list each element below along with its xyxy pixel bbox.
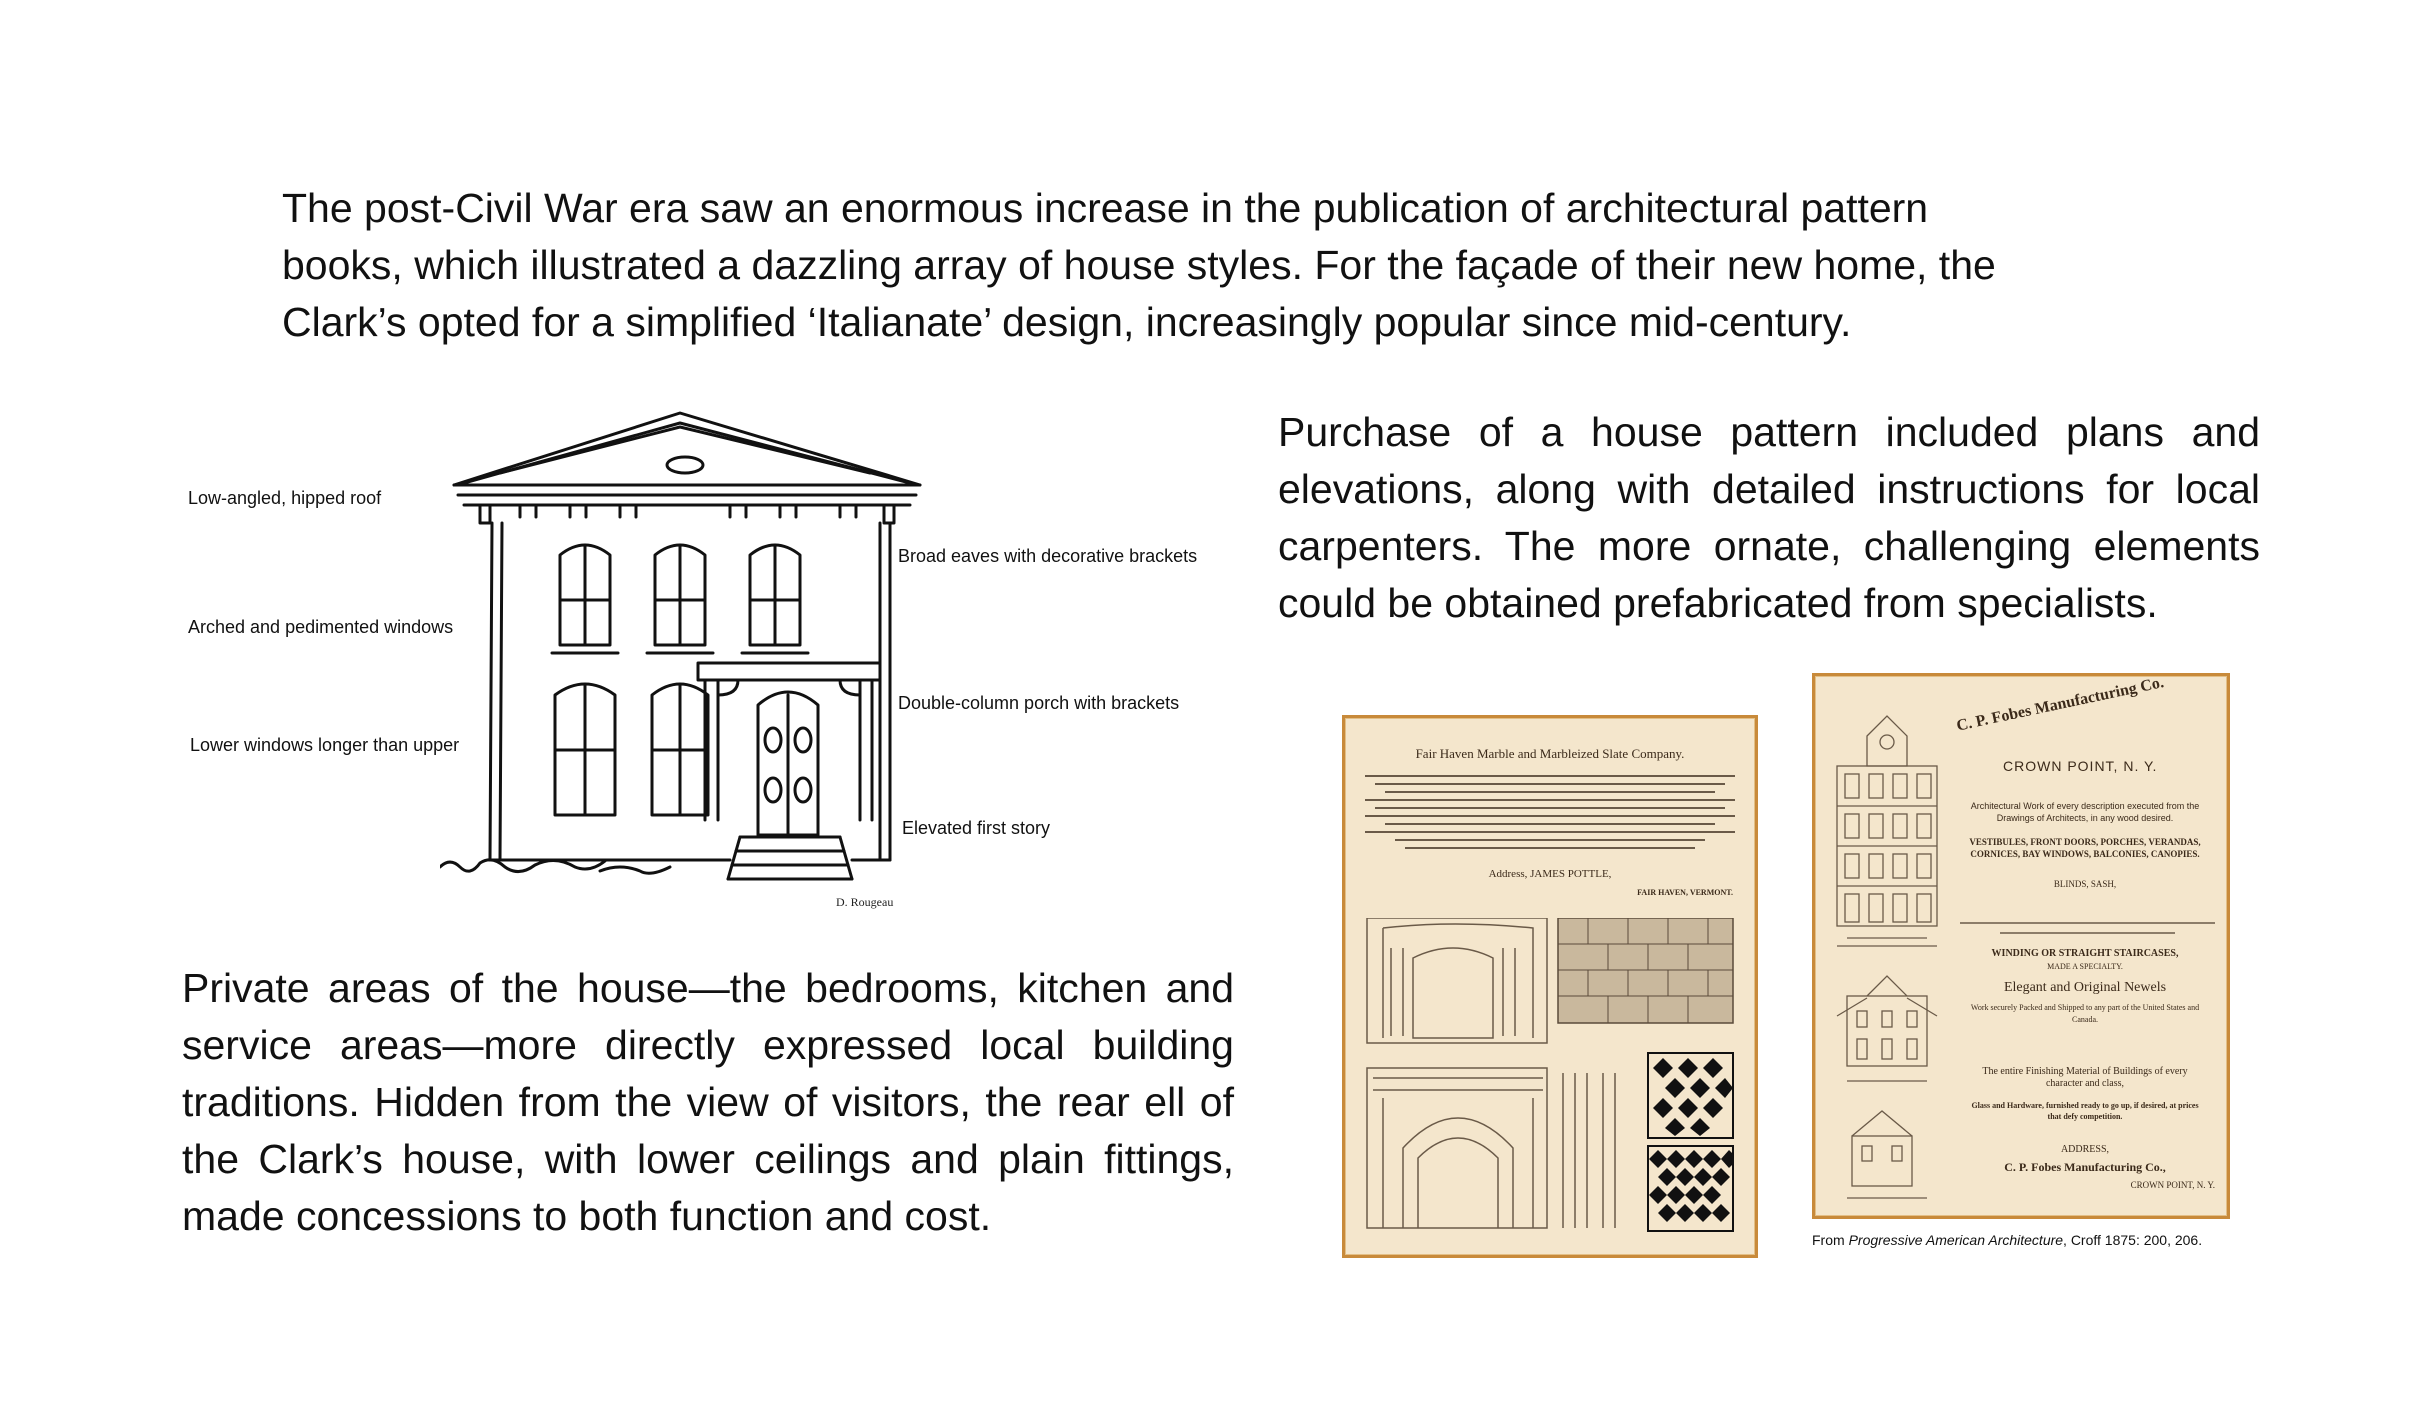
- fobes-address-label: ADDRESS,: [2060, 1144, 2110, 1155]
- label-eaves: Broad eaves with decorative brackets: [898, 546, 1198, 566]
- italianate-house-drawing: [440, 405, 930, 905]
- fair-haven-plate: [1342, 715, 1758, 1258]
- fobes-building-engravings: [1827, 706, 1947, 1206]
- intro-paragraph: The post-Civil War era saw an enormous increase in the publication of architectural pattern books, which illustrated a dazzling array of house styles. For the façade of their new home, the Clark’s opted for a simplified ‘Italianate’ design, increasingly popular since mid-century.: [282, 185, 1996, 345]
- caption-title: Progressive American Architecture: [1848, 1232, 2064, 1248]
- label-windows: Arched and pedimented windows: [188, 617, 454, 637]
- label-porch: Double-column porch with brackets: [898, 693, 1180, 713]
- fobes-finishing: The entire Finishing Material of Buildings of every character and class,: [1982, 1066, 2188, 1089]
- fobes-newels-note: Work securely Packed and Shipped to any part of the United States and Canada.: [1970, 1003, 2200, 1024]
- fobes-specialty: MADE A SPECIALTY.: [2047, 962, 2123, 971]
- caption-suffix: , Croff 1875: 200, 206.: [2063, 1232, 2203, 1248]
- fair-haven-location: FAIR HAVEN, VERMONT.: [1637, 888, 1733, 897]
- fobes-blurb: Architectural Work of every description executed from the Drawings of Architects, in any wood desired.: [1970, 801, 2200, 823]
- fair-haven-title: Fair Haven Marble and Marbleized Slate Company.: [1415, 746, 1685, 761]
- label-roof: Low-angled, hipped roof: [188, 488, 382, 508]
- fobes-title: C. P. Fobes Manufacturing Co.: [1955, 674, 2166, 735]
- private-areas-paragraph: Private areas of the house—the bedrooms, kitchen and service areas—more directly expressed local building traditions. Hidden from the view of visitors, the rear ell of the Clark’s house, with lower ceilings and plain fittings, made concessions to both function and cost.: [182, 965, 1234, 1239]
- source-caption: [1812, 1232, 2202, 1248]
- fobes-script-line: [1960, 911, 2215, 941]
- fobes-plate: [1812, 673, 2230, 1219]
- label-first-story: Elevated first story: [902, 818, 1051, 838]
- fobes-city: CROWN POINT, N. Y.: [2003, 758, 2158, 774]
- fobes-address-name: C. P. Fobes Manufacturing Co.,: [2004, 1160, 2166, 1174]
- label-lower-windows: Lower windows longer than upper: [190, 735, 460, 755]
- pattern-paragraph: Purchase of a house pattern included plans and elevations, along with detailed instructions for local carpenters. The more ornate, challenging elements could be obtained prefabricated from specialists.: [1278, 409, 2260, 626]
- fobes-glass: Glass and Hardware, furnished ready to go up, if desired, at prices that defy competition.: [1971, 1101, 2199, 1121]
- caption-prefix: From: [1812, 1232, 1849, 1248]
- artist-credit: D. Rougeau: [836, 895, 894, 909]
- fair-haven-address: Address, JAMES POTTLE,: [1488, 868, 1612, 880]
- fobes-newels: Elegant and Original Newels: [2003, 980, 2167, 995]
- fobes-items: VESTIBULES, FRONT DOORS, PORCHES, VERANDAS, CORNICES, BAY WINDOWS, BALCONIES, CANOPIES.: [1969, 837, 2201, 859]
- fair-haven-text-block: [1365, 772, 1735, 872]
- fobes-items-2: BLINDS, SASH,: [2053, 879, 2117, 889]
- fair-haven-engravings: [1363, 918, 1743, 1238]
- fobes-stairs: WINDING OR STRAIGHT STAIRCASES,: [1991, 948, 2179, 959]
- fobes-address-city: CROWN POINT, N. Y.: [2130, 1180, 2215, 1190]
